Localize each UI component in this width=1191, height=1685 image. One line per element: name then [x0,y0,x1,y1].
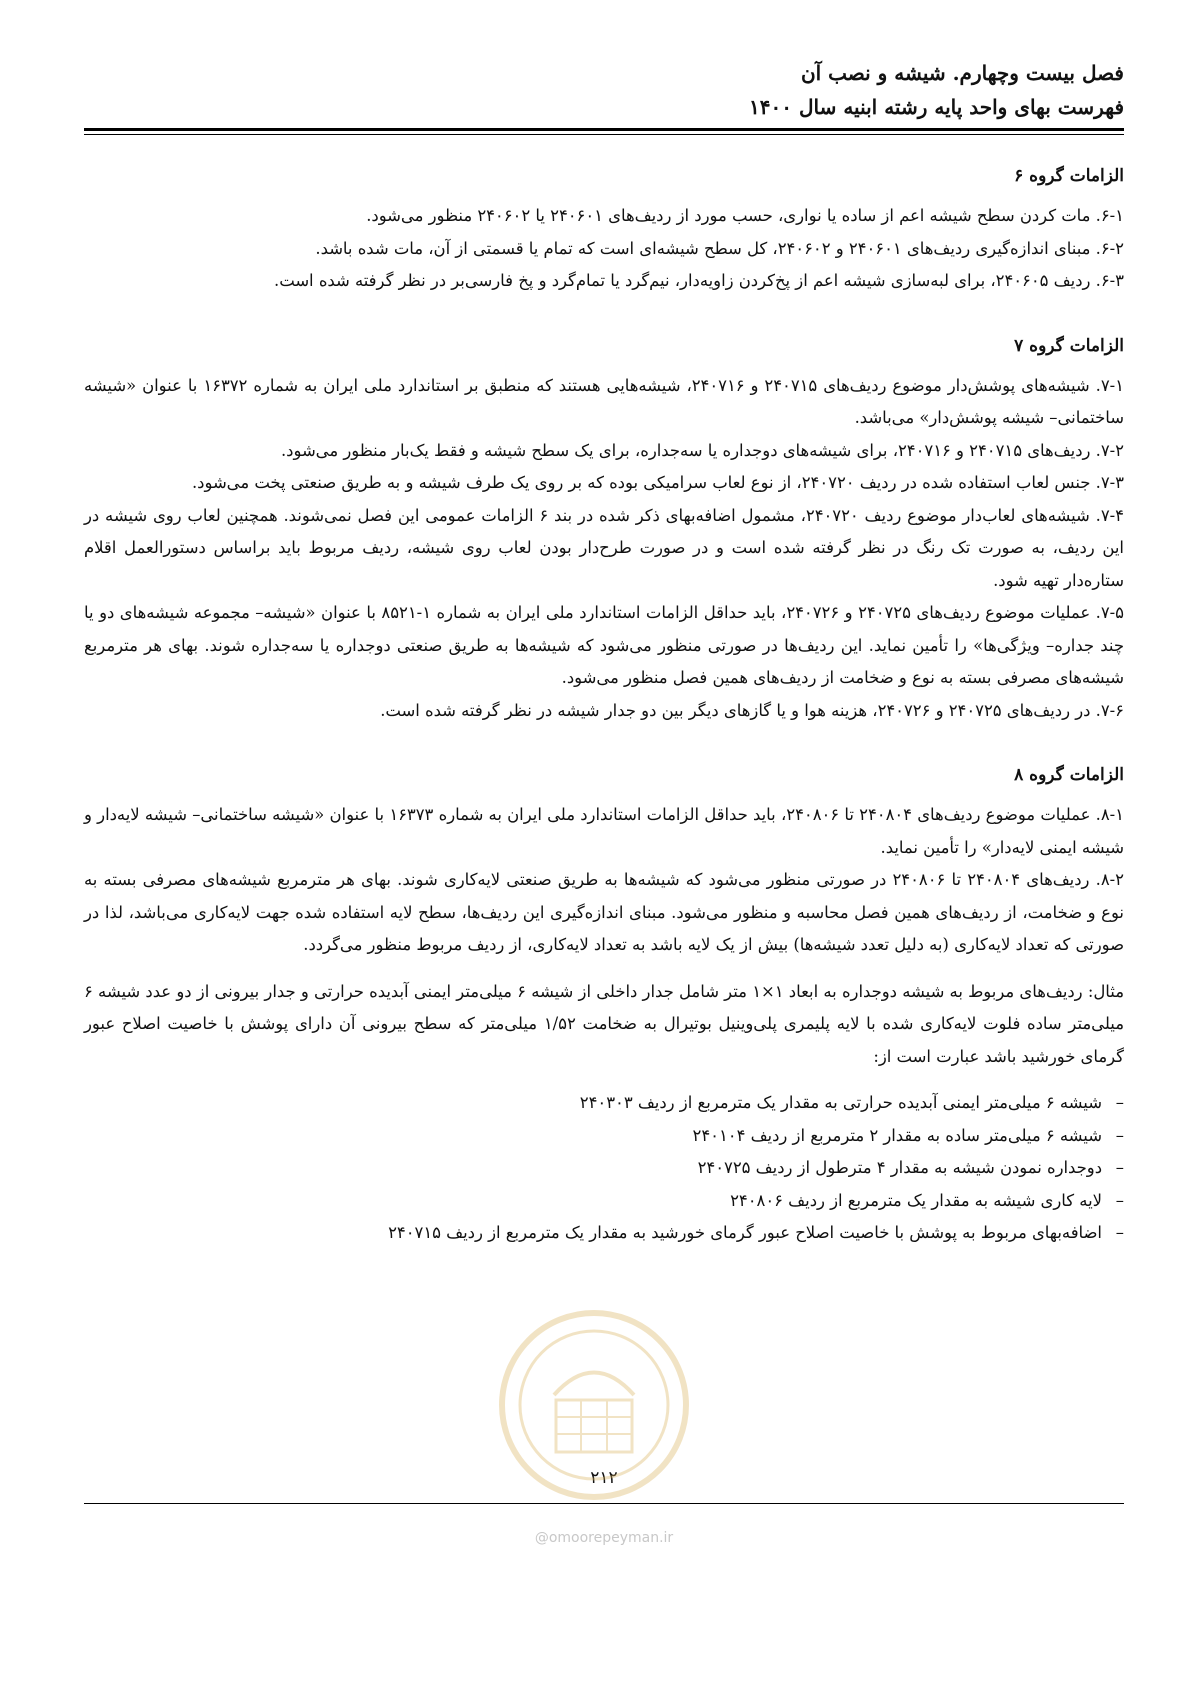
chapter-title: فصل بیست وچهارم. شیشه و نصب آن [800,61,1124,85]
group7-clause-3: ۷-۳. جنس لعاب استفاده شده در ردیف ۲۴۰۷۲۰، از نوع لعاب سرامیکی بوده که بر روی یک طرف شیشه و به طریق صنعتی پخت می‌شود. [191,473,1124,492]
group6-heading: الزامات گروه ۶ [1014,166,1124,186]
group7-clause-5: ۷-۵. عملیات موضوع ردیف‌های ۲۴۰۷۲۵ و ۲۴۰۷۲۶، باید حداقل الزامات استاندارد ملی ایران به شماره ۱-۸۵۲۱ با عنوان «شیشه– مجموعه شیشه‌های دو یا چند جداره– ویژگی‌ها» را تأمین نماید. این ردیف‌ها در صورتی منظور می‌شود که شیشه‌ها به طریق صنعتی دوجداره یا سه‌جداره شوند. بهای هر مترمربع شیشه‌های مصرفی بسته به نوع و ضخامت از ردیف‌های همین فصل منظور می‌شود. [84,603,1124,687]
list-item: – شیشه ۶ میلی‌متر ایمنی آبدیده حرارتی به مقدار یک مترمربع از ردیف ۲۴۰۳۰۳ [84,1087,1124,1120]
group8-clause-1: ۸-۱. عملیات موضوع ردیف‌های ۲۴۰۸۰۴ تا ۲۴۰۸۰۶، باید حداقل الزامات استاندارد ملی ایران به شماره ۱۶۳۷۳ با عنوان «شیشه ساختمانی– شیشه لایه‌دار و شیشه ایمنی لایه‌دار» را تأمین نماید. [84,805,1124,857]
group7-section [84,330,1124,728]
list-item: – دوجداره نمودن شیشه به مقدار ۴ مترطول از ردیف ۲۴۰۷۲۵ [84,1152,1124,1185]
header-rule-thick [84,128,1124,131]
main-content [84,160,1124,1250]
list-item: – لایه کاری شیشه به مقدار یک مترمربع از ردیف ۲۴۰۸۰۶ [84,1185,1124,1218]
dash-bullet: – [1115,1190,1124,1210]
group6-section [84,160,1124,298]
group6-clause-1: ۶-۱. مات کردن سطح شیشه اعم از ساده یا نواری، حسب مورد از ردیف‌های ۲۴۰۶۰۱ یا ۲۴۰۶۰۲ منظور می‌شود. [366,206,1124,225]
example-list [84,1087,1124,1250]
header-rule-thin [84,134,1124,135]
list-item: – اضافه‌بهای مربوط به پوشش با خاصیت اصلاح عبور گرمای خورشید به مقدار یک مترمربع از ردیف ۲۴۰۷۱۵ [84,1217,1124,1250]
group7-heading: الزامات گروه ۷ [1014,335,1124,356]
page-header [84,56,1124,124]
group8-clause-2: ۸-۲. ردیف‌های ۲۴۰۸۰۴ تا ۲۴۰۸۰۶ در صورتی منظور می‌شود که شیشه‌ها به طریق صنعتی لایه‌کاری شوند. بهای هر مترمربع شیشه‌های مصرفی بسته به نوع و ضخامت، از ردیف‌های همین فصل محاسبه و منظور می‌شود. مبنای اندازه‌گیری این ردیف‌ها، سطح لایه استفاده شده جهت لایه‌کاری می‌باشد، لذا در صورتی که تعداد لایه‌کاری (به دلیل تعدد شیشه‌ها) بیش از یک لایه باشد به تعداد لایه‌کاری، از ردیف مربوط منظور می‌گردد. [84,870,1124,954]
price-list-title: فهرست بهای واحد پایه رشته ابنیه سال ۱۴۰۰ [749,95,1124,119]
group8-section [84,759,1124,962]
watermark-url: @omoorepeyman.ir [534,1530,674,1546]
dash-bullet: – [1115,1125,1124,1145]
example-intro: مثال: ردیف‌های مربوط به شیشه دوجداره به ابعاد ۱×۱ متر شامل جدار داخلی از شیشه ۶ میلی‌متر ایمنی آبدیده حرارتی و جدار بیرونی از دو عدد شیشه ۶ میلی‌متر ساده فلوت لایه‌کاری شده با لایه پلیمری پلی‌وینیل بوتیرال به ضخامت ۱/۵۲ میلی‌متر که سطح بیرونی آن دارای پوشش با خاصیت اصلاح عبور گرمای خورشید باشد عبارت است از: [84,981,1124,1066]
dash-bullet: – [1115,1158,1124,1177]
group6-clause-3: ۶-۳. ردیف ۲۴۰۶۰۵، برای لبه‌سازی شیشه اعم از پخ‌کردن زاویه‌دار، نیم‌گرد یا تمام‌گرد و پخ فارسی‌بر در نظر گرفته شده است. [274,271,1124,290]
dash-bullet: – [1115,1093,1124,1112]
group7-clause-6: ۷-۶. در ردیف‌های ۲۴۰۷۲۵ و ۲۴۰۷۲۶، هزینه هوا و یا گازهای دیگر بین دو جدار شیشه در نظر گرفته شده است. [380,700,1124,720]
list-item: – شیشه ۶ میلی‌متر ساده به مقدار ۲ مترمربع از ردیف ۲۴۰۱۰۴ [84,1120,1124,1153]
group7-clause-1: ۷-۱. شیشه‌های پوشش‌دار موضوع ردیف‌های ۲۴۰۷۱۵ و ۲۴۰۷۱۶، شیشه‌هایی هستند که منطبق بر استاندارد ملی ایران به شماره ۱۶۳۷۲ با عنوان «شیشه ساختمانی– شیشه پوشش‌دار» می‌باشد. [84,375,1124,427]
example-block [84,976,1124,1250]
group6-clause-2: ۶-۲. مبنای اندازه‌گیری ردیف‌های ۲۴۰۶۰۱ و ۲۴۰۶۰۲، کل سطح شیشه‌ای است که تمام یا قسمتی از آن، مات شده باشد. [315,238,1124,258]
page-number: ۲۱۲ [590,1468,618,1488]
dash-bullet: – [1115,1223,1124,1242]
group7-clause-2: ۷-۲. ردیف‌های ۲۴۰۷۱۵ و ۲۴۰۷۱۶، برای شیشه‌های دوجداره یا سه‌جداره، برای یک سطح شیشه و فقط یک‌بار منظور می‌شود. [280,440,1124,460]
group8-heading: الزامات گروه ۸ [1014,765,1124,785]
watermark-seal-icon [494,1305,694,1505]
group7-clause-4: ۷-۴. شیشه‌های لعاب‌دار موضوع ردیف ۲۴۰۷۲۰، مشمول اضافه‌بهای ذکر شده در بند ۶ الزامات عمومی این فصل نمی‌شوند. همچنین لعاب روی شیشه در این ردیف، به صورت تک رنگ در نظر گرفته شده است و در صورت طرح‌دار بودن لعاب روی شیشه، ردیف مربوط باید براساس دستورالعمل اقلام ستاره‌دار تهیه شود. [84,505,1124,590]
